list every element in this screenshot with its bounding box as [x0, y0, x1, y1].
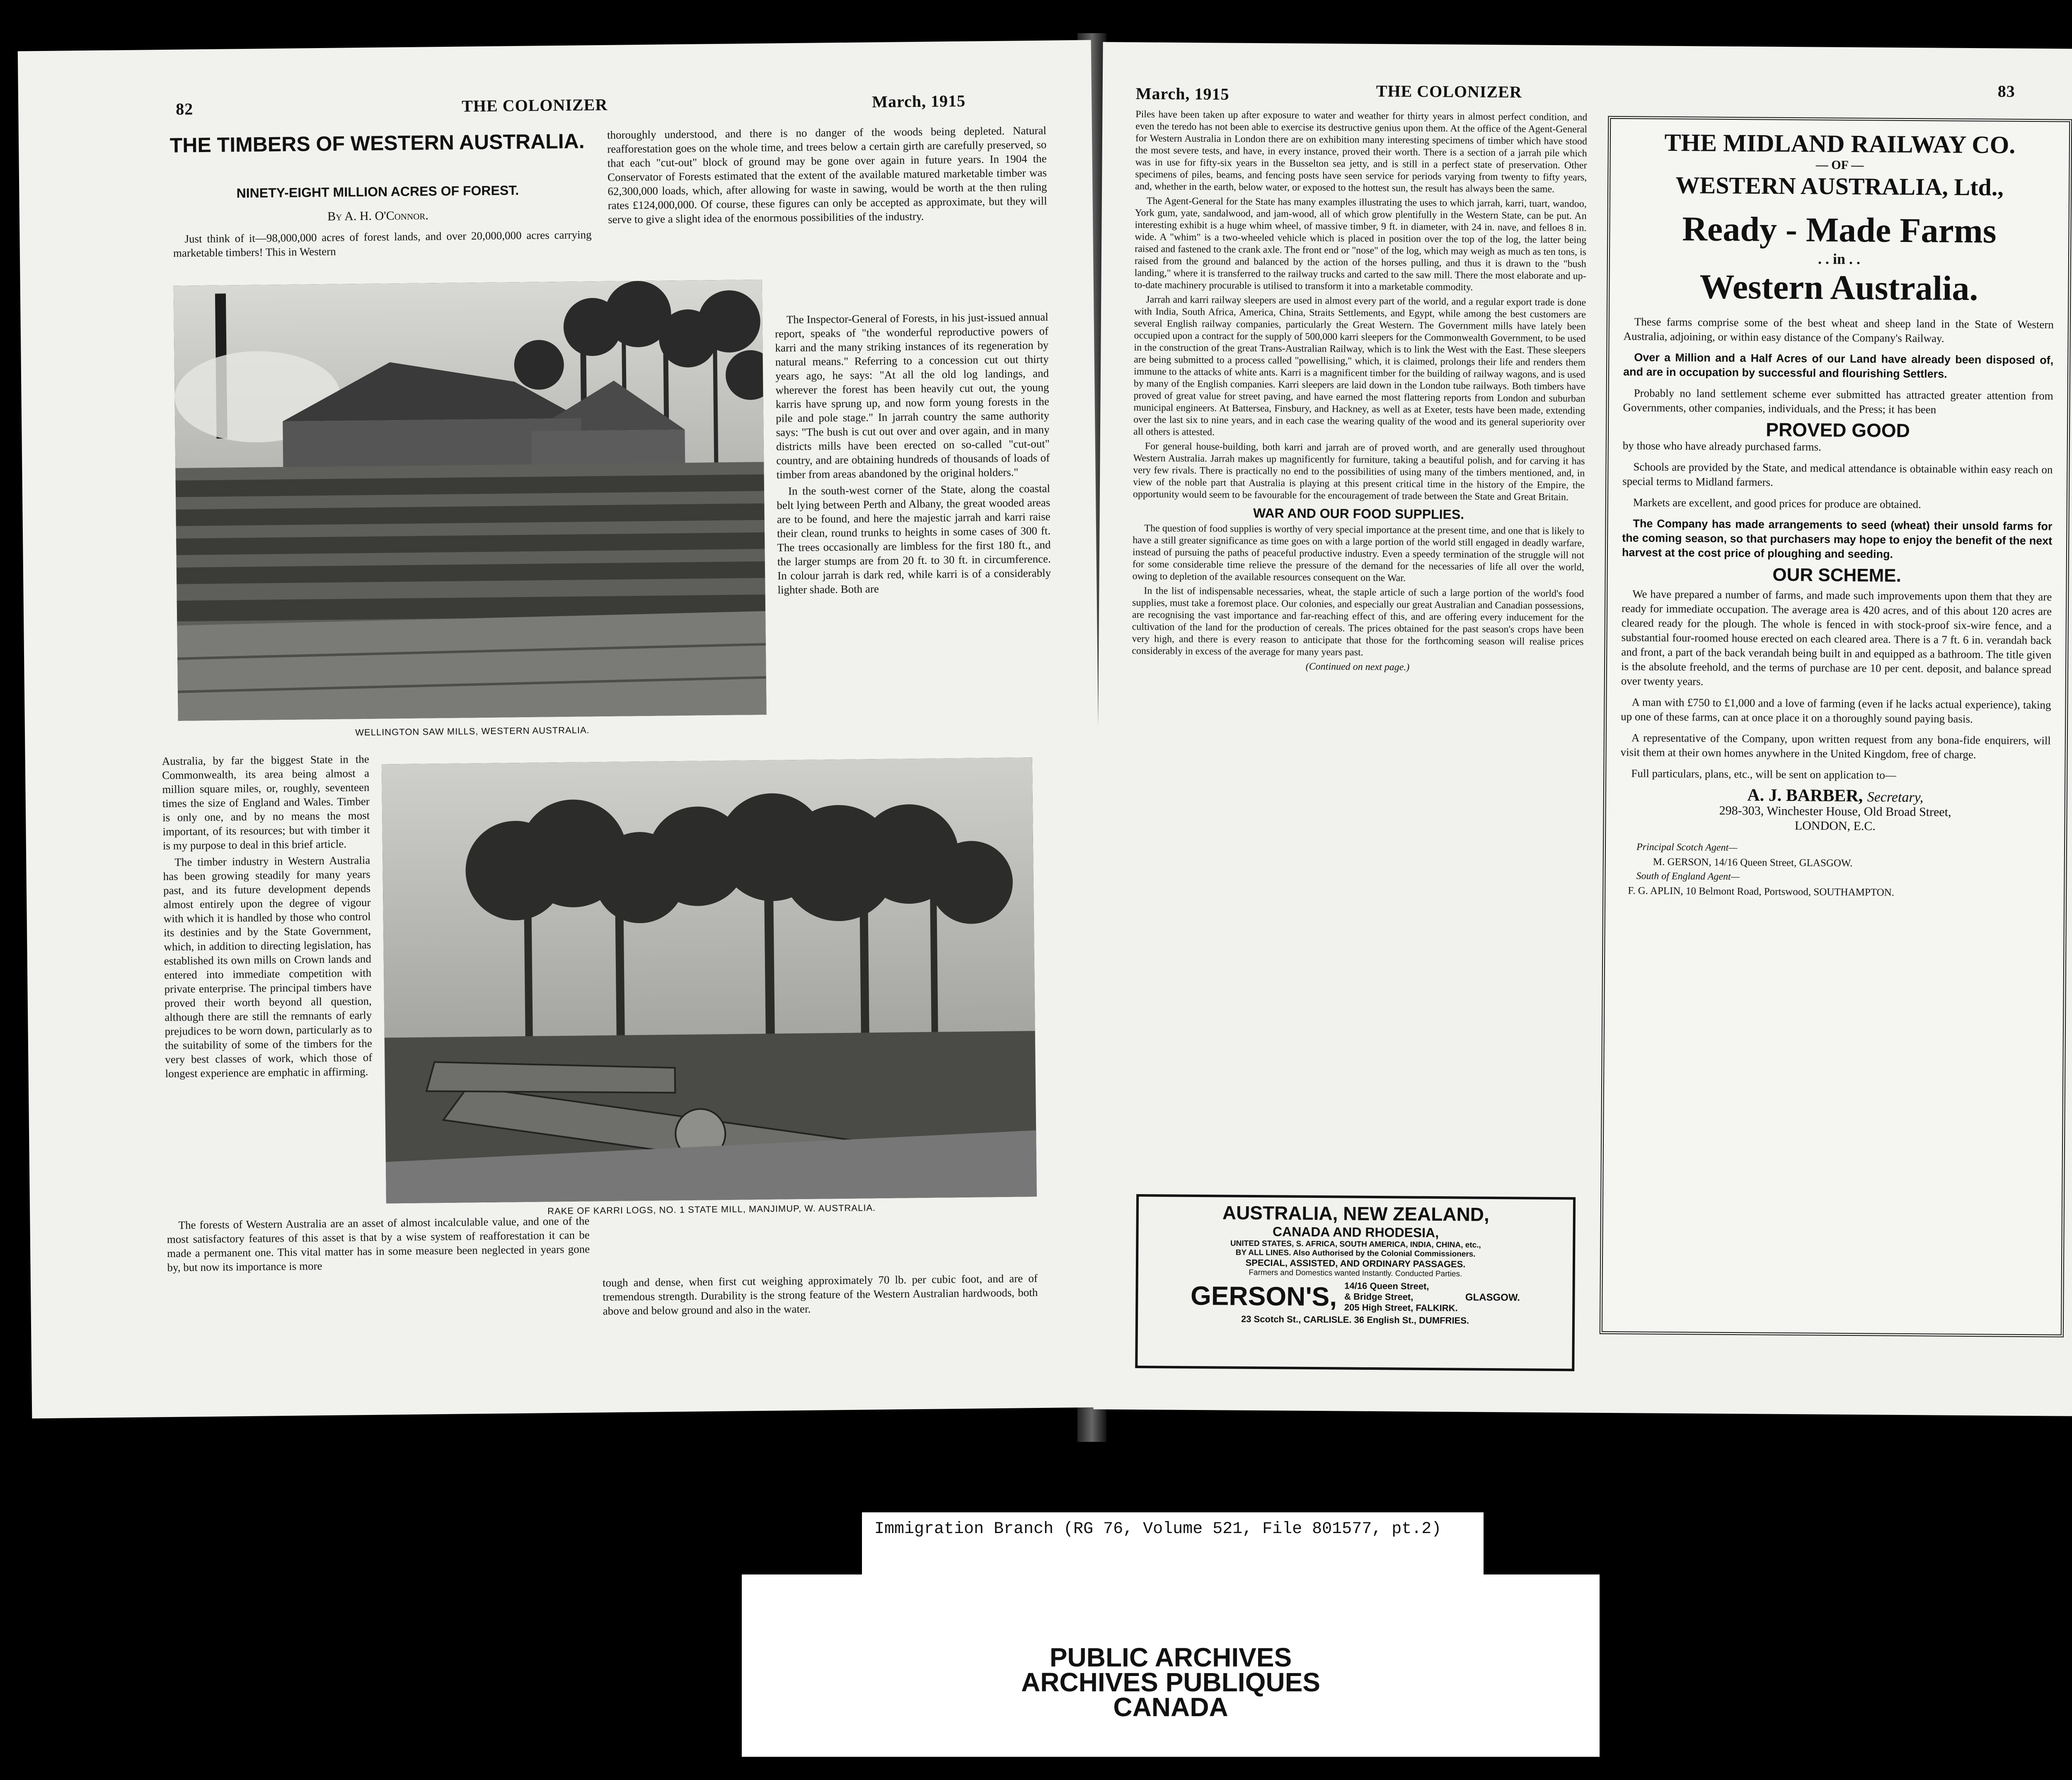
archive-stamp	[742, 1574, 1600, 1757]
article-byline: By A. H. O'Connor.	[327, 208, 428, 223]
right-column	[775, 310, 1051, 600]
ad-line: SPECIAL, ASSISTED, AND ORDINARY PASSAGES.	[1245, 1257, 1466, 1270]
karri-logs-photo	[382, 757, 1037, 1203]
left-page-number: 82	[176, 99, 194, 119]
right-page	[1094, 42, 2072, 1416]
right-column-top	[607, 123, 1047, 229]
ad-paragraph: Markets are excellent, and good prices for produce are obtained.	[1633, 496, 1921, 511]
paragraph: The Agent-General for the State has many examples illustrating the uses to which jarrah, karri, tuart, wandoo, York gum, yate, sandalwood, and jam-wood, all of which grow plentifully in the Western State, can be put. An interesting exhibit is a huge whim wheel, of massive timber, 9 ft. in diameter, with 24 in. nave, and felloes 8 in. wide. A "whim" is a two-wheeled vehicle which is placed in position over the top of the log, the latter being raised and fastened to the crank axle. The front end or "nose" of the log, which may weigh as much as ten tons, is raised from the ground and balanced by the action of the horses pulling, and thus it is drawn to the "bush landing," where it is transferred to the railway trucks and carted to the saw mill. There the most elaborate and up-to-date machinery procurable is utilised to transform it into a marketable commodity.	[1134, 196, 1587, 293]
left-column	[162, 752, 373, 1083]
ad-in: . . in . .	[1818, 250, 1861, 268]
agent-line: F. G. APLIN, 10 Belmont Road, Portswood, SOUTHAMPTON.	[1628, 885, 1895, 898]
left-page	[18, 40, 1105, 1419]
contact-name: A. J. BARBER,	[1747, 786, 1863, 806]
ad-paragraph: The Company has made arrangements to seed (wheat) their unsold farms for the coming season, so that purchasers may hope to enjoy the benefit of the next harvest at the cost price of ploughing and seeding.	[1622, 517, 2053, 561]
stamp-line: ARCHIVES PUBLIQUES	[1021, 1667, 1320, 1697]
ad-paragraph: by those who have already purchased farms.	[1622, 439, 1821, 453]
gersons-advertisement	[1135, 1194, 1576, 1371]
paragraph: For general house-building, both karri and jarrah are of proved worth, and are generally used throughout Western Australia. Jarrah makes up magnificently for furniture, taking a beautiful polish, and for carving it has very few rivals. There is practically no end to the possibilities of using many of the timbers mentioned, and, in view of the noble part that Australia is playing at this present critical time in the history of the Empire, the opportunity would seem to be favourable for the encouragement of trade between the State and Great Britain.	[1133, 441, 1585, 503]
ad-proved-good: PROVED GOOD	[1766, 418, 1910, 442]
continued-note: (Continued on next page.)	[1305, 661, 1410, 673]
ad-headline: Ready - Made Farms	[1682, 210, 1997, 251]
agent-label: Principal Scotch Agent—	[1636, 842, 1738, 854]
article-continued	[1132, 109, 1587, 675]
paragraph: In the list of indispensable necessaries, wheat, the staple article of such a large portion of the world's food supplies, must take a foremost place. Our colonies, and especially our great Australian and Canadian possessions, are recognising the vast importance and far-reaching effect of this, and are offering every inducement for the cultivation of the land for the production of cereals. The prices obtained for the past season's crops have been very high, and there is every reason to anticipate that those for the forthcoming season will realise prices considerably in excess of the average for many years past.	[1132, 585, 1584, 658]
paragraph: The forests of Western Australia are an asset of almost incalculable value, and one of the most satisfactory features of this asset is that by a wise system of reafforestation it can be made a permanent one. This vital matter has in some measure been neglected in years gone by, but now its importance is more	[167, 1214, 590, 1274]
ad-paragraph: Over a Million and a Half Acres of our Land have already been disposed of, and are in occupation by successful and flourishing Settlers.	[1623, 351, 2054, 380]
gersons-footer: 23 Scotch St., CARLISLE. 36 English St., DUMFRIES.	[1241, 1313, 1469, 1326]
left-column-bottom	[167, 1214, 590, 1277]
ad-line: CANADA AND RHODESIA,	[1272, 1224, 1439, 1241]
ad-company: THE MIDLAND RAILWAY CO.	[1664, 128, 2016, 159]
ad-paragraph: Probably no land settlement scheme ever submitted has attracted greater attention from Governments, other companies, individuals, and the Press; it has been	[1623, 387, 2053, 416]
ad-paragraph: A man with £750 to £1,000 and a love of farming (even if he lacks actual experience), taking up one of these farms, can at once place it on a thoroughly sound paying basis.	[1621, 696, 2051, 726]
ad-line: UNITED STATES, S. AFRICA, SOUTH AMERICA, INDIA, CHINA, etc.,	[1230, 1239, 1481, 1250]
address-line: & Bridge Street,	[1344, 1291, 1414, 1302]
intro-paragraph: Just think of it—98,000,000 acres of forest lands, and over 20,000,000 acres carrying marketable timbers! This in Western	[173, 228, 592, 259]
article-subtitle: NINETY-EIGHT MILLION ACRES OF FOREST.	[236, 183, 519, 201]
paragraph: Jarrah and karri railway sleepers are used in almost every part of the world, and a regular export trade is done with India, South Africa, America, China, Straits Settlements, and Egypt, while among the best customers are several English railway companies, particularly the Great Western. The Government mills have lately been occupied upon a contract for the supply of 500,000 karri sleepers for the Commonwealth Government, to be used in the construction of the great Trans-Australian Railway, which is to link the West with the East. These sleepers are being submitted to a process called "powellising," which, it is claimed, prolongs their life and renders them immune to the attacks of white ants. Karri is a magnificent timber for the building of railway wagons, and is used by many of the English companies. Karri sleepers are laid down in the London tube railways. Both timbers have proved of great value for street paving, and have earned the most flattering reports from London and suburban municipal engineers. At Battersea, Finsbury, and Hackney, as well as at Exeter, tests have been made, extending over the last six to nine years, and in each case the wearing quality of the wood and its general superiority over all others is attested.	[1133, 294, 1586, 438]
gersons-brand: GERSON'S,	[1190, 1280, 1337, 1312]
ad-line: AUSTRALIA, NEW ZEALAND,	[1222, 1202, 1489, 1225]
contact-city: LONDON, E.C.	[1794, 819, 1876, 833]
ad-our-scheme: OUR SCHEME.	[1772, 564, 1902, 586]
address-line: 14/16 Queen Street,	[1344, 1280, 1429, 1291]
stamp-line: PUBLIC ARCHIVES	[1049, 1642, 1292, 1672]
photo1-caption: WELLINGTON SAW MILLS, WESTERN AUSTRALIA.	[355, 725, 590, 738]
paragraph: The Inspector-General of Forests, in his just-issued annual report, speaks of "the wonderful reproductive powers of karri and the many striking instances of its regeneration by natural means." Referring to a concession cut out thirty years ago, he says: "At all the old log landings, and wherever the forest has been heavily cut out, the young karris have sprung up, and now form young forests in the pile and pole stage." In jarrah country the same authority says: "The bush is cut out over and over again, and in many districts mills have been erected on so-called "cut-out" country, and are obtaining hundreds of thousands of loads of timber from areas abandoned by the original holders."	[775, 310, 1050, 481]
article-title: THE TIMBERS OF WESTERN AUSTRALIA.	[169, 129, 585, 157]
wellington-saw-mills-photo	[174, 280, 767, 721]
paragraph: In the south-west corner of the State, along the coastal belt lying between Perth and Albany, the great wooded areas are to be found, and here the majestic jarrah and karri raise their clean, round trunks to heights in some cases of 300 ft. The trees occasionally are limbless for the first 180 ft., and the larger stumps are from 20 ft. to 30 ft. in circumference. In colour jarrah is dark red, while karri is of a considerably lighter shade. Both are	[777, 482, 1051, 596]
paragraph: Piles have been taken up after exposure to water and weather for thirty years in almost perfect condition, and even the teredo has not been able to exercise its destructive genius upon them. At the office of the Agent-General for Western Australia in London there are on exhibition many interesting specimens of timber which have stood the most severe tests, and have, in every instance, proved their worth. There is a section of a jarrah pile which was in use for fifty-six years in the Busselton sea jetty, and is still in a perfect state of preservation. Other specimens of piles, beams, and fencing posts have seen service for periods varying from twenty to fifty years, and, whether in the earth, below water, or exposed to the hottest sun, the result has always been the same.	[1135, 109, 1588, 195]
ad-paragraph: A representative of the Company, upon written request from any bona-fide enquirers, will visit them at their own homes anywhere in the United Kingdom, free of charge.	[1620, 731, 2051, 761]
ad-line: BY ALL LINES. Also Authorised by the Colonial Commissioners.	[1235, 1248, 1476, 1259]
midland-railway-advertisement	[1600, 116, 2072, 1337]
war-heading: WAR AND OUR FOOD SUPPLIES.	[1253, 505, 1464, 522]
ad-paragraph: We have prepared a number of farms, and made such improvements upon them that they are ready for immediate occupation. The average area is 420 acres, and of this about 120 acres are cleared ready for the plough. The whole is fenced in with stock-proof six-wire fence, and a substantial four-roomed house erected on each cleared area. There is a 7 ft. 6 in. verandah back and front, a part of the back verandah being built in and equipped as a bathroom. The title given is the absolute freehold, and the terms of purchase are 10 per cent. deposit, and balance spread over twenty years.	[1621, 588, 2052, 688]
article-intro	[173, 227, 592, 263]
ad-paragraph: Schools are provided by the State, and medical attendance is obtainable within easy reach on special terms to Midland farmers.	[1622, 460, 2053, 489]
right-date: March, 1915	[1135, 84, 1230, 104]
paragraph: Australia, by far the biggest State in the Commonwealth, its area being almost a million square miles, or, roughly, seventeen times the size of England and Wales. Timber is only one, and by no means the most important, of its resources; but with timber it is my purpose to deal in this brief article.	[162, 752, 370, 852]
ad-headline-2: Western Australia.	[1699, 267, 1978, 308]
ad-paragraph: These farms comprise some of the best wheat and sheep land in the State of Western Australia, adjoining, or within easy distance of the Company's Railway.	[1623, 315, 2054, 345]
gersons-city: GLASGOW.	[1465, 1291, 1520, 1304]
agent-label: South of England Agent—	[1636, 871, 1740, 883]
bottom-right-paragraph	[603, 1271, 1038, 1320]
archive-label: Immigration Branch (RG 76, Volume 521, File 801577, pt.2)	[862, 1512, 1484, 1574]
ad-paragraph: Full particulars, plans, etc., will be sent on application to—	[1631, 767, 1896, 781]
ad-line: Farmers and Domestics wanted Instantly. Conducted Parties.	[1249, 1268, 1462, 1279]
contact-address: 298-303, Winchester House, Old Broad Street,	[1719, 803, 1951, 819]
paragraph: tough and dense, when first cut weighing approximately 70 lb. per cubic foot, and are of tremendous strength. Durability is the strong feature of the Western Australian hardwoods, both above and below ground and also in the water.	[602, 1272, 1038, 1318]
agent-line: M. GERSON, 14/16 Queen Street, GLASGOW.	[1653, 856, 1853, 869]
paragraph: The question of food supplies is worthy of very special importance at the present time, and one that is likely to have a still greater significance as time goes on with a large portion of the world still engaged in deadly warfare, instead of pursuing the paths of peaceful productive industry. Even a speedy termination of the struggle will not for some considerable time relieve the pressure of the demand for the necessaries of life all over the world, owing to depletion of the available resources consequent on the War.	[1132, 523, 1585, 584]
photo2-caption: RAKE OF KARRI LOGS, NO. 1 STATE MILL, MANJIMUP, W. AUSTRALIA.	[547, 1202, 876, 1216]
left-masthead: THE COLONIZER	[462, 95, 608, 116]
left-date: March, 1915	[871, 91, 966, 111]
ad-body	[1619, 314, 2054, 901]
address-line: 205 High Street, FALKIRK.	[1344, 1302, 1458, 1313]
ad-company-2: WESTERN AUSTRALIA, Ltd.,	[1675, 172, 2004, 201]
paragraph: thoroughly understood, and there is no danger of the woods being depleted. Natural reafforestation goes on the whole time, and trees below a certain girth are carefully preserved, so that each "cut-out" block of ground may be gone over again in future years. In 1904 the Conservator of Forests estimated that the extent of the available matured marketable timber was 62,300,000 loads, which, after allowing for waste in sawing, would be worth at the then ruling rates £124,000,000. Of course, these figures can only be accepted as approximate, but they will serve to give a slight idea of the enormous possibilities of the industry.	[607, 124, 1047, 226]
gersons-address	[1344, 1281, 1458, 1314]
right-masthead: THE COLONIZER	[1376, 81, 1522, 102]
paragraph: The timber industry in Western Australia has been growing steadily for many years past, and its future development depends almost entirely upon the degree of vigour with which it is handled by those who control its destinies and by the State Government, which, in addition to directing legislation, has established its own mills on Crown lands and entered into immediate competition with private enterprise. The principal timbers have proved their worth beyond all question, although there are still the remnants of early prejudices to be worn down, particularly as to the suitability of some of the timbers for the very best classes of work, which those of longest experience are emphatic in affirming.	[163, 854, 373, 1080]
ad-of: — OF —	[1815, 158, 1864, 172]
stamp-line: CANADA	[1113, 1692, 1228, 1722]
right-page-number: 83	[1997, 82, 2015, 101]
contact-title: Secretary,	[1867, 789, 1924, 805]
